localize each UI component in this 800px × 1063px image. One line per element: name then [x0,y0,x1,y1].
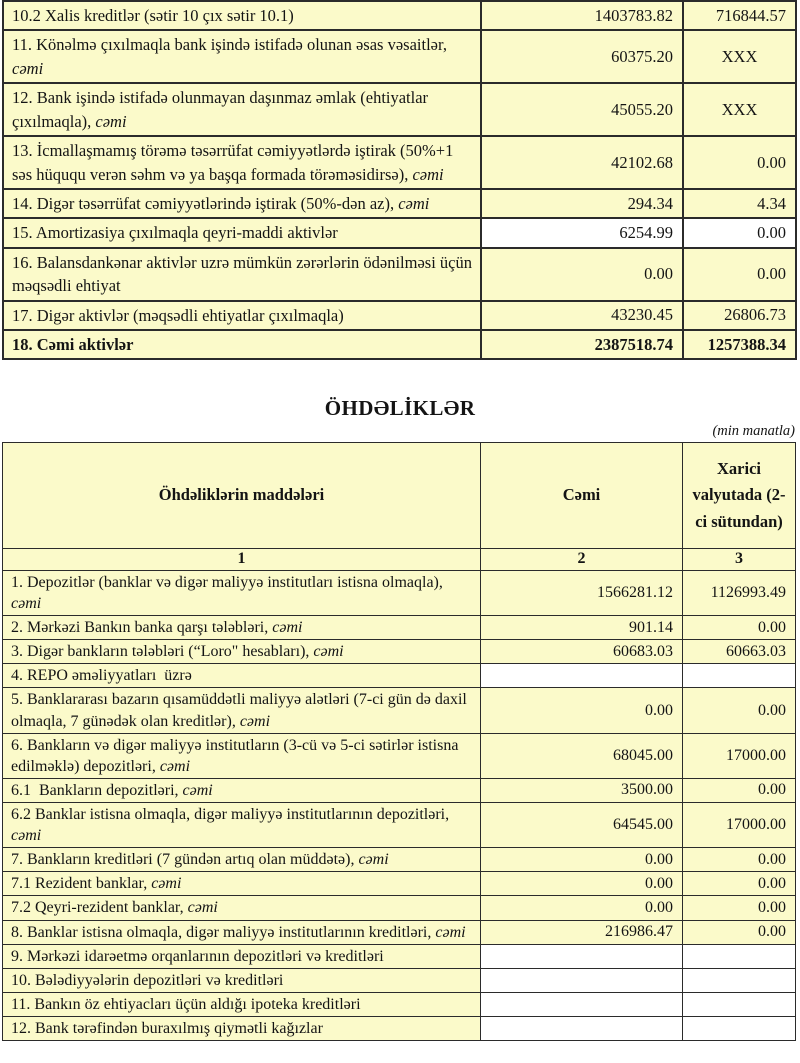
header-items-column: Öhdəliklərin maddələri [3,442,481,548]
row-label: 3. Digər bankların tələbləri (“Loro" hesabları), cəmi [3,640,481,664]
table-row [3,872,796,896]
foreign-currency-value-cell [683,664,796,688]
row-label: 6.2 Banklar istisna olmaqla, digər maliyyə institutlarının depozitləri, cəmi [3,802,481,847]
table-row [3,778,796,802]
foreign-currency-value-cell [683,1016,796,1040]
row-label: 11. Könəlmə çıxılmaqla bank işində istifadə olunan əsas vəsaitlər, cəmi [3,30,481,83]
total-value-cell: 42102.68 [481,136,683,189]
row-label-italic-suffix: cəmi [11,594,42,612]
table-row [3,968,796,992]
foreign-currency-value-cell: 17000.00 [683,802,796,847]
row-label: 12. Bank tərəfindən buraxılmış qiymətli kağızlar [3,1016,481,1040]
total-value-cell: 216986.47 [481,920,683,944]
table-row [3,1,796,30]
total-value-cell: 0.00 [481,896,683,920]
row-label-italic-suffix: cəmi [435,923,466,941]
total-value-cell: 3500.00 [481,778,683,802]
row-label-italic-suffix: cəmi [187,899,218,917]
total-value-cell: 0.00 [481,248,683,301]
table-row [3,733,796,778]
foreign-currency-value-cell: 0.00 [683,616,796,640]
row-label-italic-suffix: cəmi [272,619,303,637]
row-label: 7.2 Qeyri-rezident banklar, cəmi [3,896,481,920]
total-value-cell: 60375.20 [481,30,683,83]
liabilities-section-title: ÖHDƏLİKLƏR [324,396,476,421]
foreign-currency-value-cell: 0.00 [683,920,796,944]
row-label: 17. Digər aktivlər (məqsədli ehtiyatlar çıxılmaqla) [3,301,481,330]
foreign-currency-value-cell: 0.00 [683,688,796,733]
total-value-cell [481,992,683,1016]
total-value-cell: 0.00 [481,688,683,733]
table-row [3,688,796,733]
row-label: 7. Bankların kreditləri (7 gündən artıq olan müddətə), cəmi [3,848,481,872]
liabilities-table [2,442,796,1041]
foreign-currency-value-cell: 0.00 [683,218,796,247]
foreign-currency-value-cell [683,992,796,1016]
table-row [3,992,796,1016]
row-label-italic-suffix: cəmi [358,851,389,869]
row-label: 2. Mərkəzi Bankın banka qarşı tələbləri, cəmi [3,616,481,640]
total-value-cell: 68045.00 [481,733,683,778]
column-number-3: 3 [683,548,796,570]
row-label-italic-suffix: cəmi [11,827,42,845]
row-label-italic-suffix: cəmi [313,643,344,661]
table-row [3,920,796,944]
total-value-cell [481,1016,683,1040]
foreign-currency-value-cell [683,944,796,968]
total-value-cell [481,968,683,992]
total-value-cell: 6254.99 [481,218,683,247]
foreign-currency-value-cell: 26806.73 [683,301,796,330]
row-label: 6.1 Bankların depozitləri, cəmi [3,778,481,802]
row-label: 13. İcmallaşmamış törəmə təsərrüfat cəmiyyətlərdə iştirak (50%+1 səs hüququ verən səhm və ya başqa formada törəməsidirsə), cəmi [3,136,481,189]
total-value-cell: 901.14 [481,616,683,640]
table-row [3,896,796,920]
total-value-cell [481,664,683,688]
total-value-cell: 45055.20 [481,83,683,136]
foreign-currency-value-cell: 716844.57 [683,1,796,30]
table-row [3,189,796,218]
column-number-row [3,548,796,570]
row-label: 8. Banklar istisna olmaqla, digər maliyyə institutlarının kreditləri, cəmi [3,920,481,944]
header-foreign-currency-column: Xarici valyutada (2-ci sütundan) [683,442,796,548]
table-row [3,802,796,847]
row-label: 7.1 Rezident banklar, cəmi [3,872,481,896]
row-label: 9. Mərkəzi idarəetmə orqanlarının depozitləri və kreditləri [3,944,481,968]
table-header-row [3,442,796,548]
total-value-cell: 1566281.12 [481,570,683,615]
header-total-column: Cəmi [481,442,683,548]
foreign-currency-value-cell: 1257388.34 [683,330,796,359]
row-label-italic-suffix: cəmi [412,164,444,184]
total-value-cell: 0.00 [481,872,683,896]
table-row [3,136,796,189]
row-label: 1. Depozitlər (banklar və digər maliyyə institutları istisna olmaqla), cəmi [3,570,481,615]
row-label-italic-suffix: cəmi [151,875,182,893]
table-row [3,301,796,330]
foreign-currency-value-cell: XXX [683,30,796,83]
row-label: 4. REPO əməliyyatları üzrə [3,664,481,688]
row-label-italic-suffix: cəmi [12,58,44,78]
table-row [3,570,796,615]
row-label-italic-suffix: cəmi [239,712,271,730]
table-row [3,848,796,872]
total-value-cell: 64545.00 [481,802,683,847]
table-row [3,248,796,301]
table-row [3,83,796,136]
table-row [3,218,796,247]
total-value-cell: 2387518.74 [481,330,683,359]
row-label: 18. Cəmi aktivlər [3,330,481,359]
table-row [3,30,796,83]
total-value-cell: 1403783.82 [481,1,683,30]
foreign-currency-value-cell: 0.00 [683,896,796,920]
foreign-currency-value-cell: 0.00 [683,848,796,872]
row-label-italic-suffix: cəmi [398,193,430,213]
foreign-currency-value-cell: 4.34 [683,189,796,218]
row-label: 12. Bank işində istifadə olunmayan daşınmaz əmlak (ehtiyatlar çıxılmaqla), cəmi [3,83,481,136]
row-label: 16. Balansdankənar aktivlər uzrə mümkün zərərlərin ödənilməsi üçün məqsədli ehtiyat [3,248,481,301]
row-label: 10. Bələdiyyələrin depozitləri və kreditləri [3,968,481,992]
table-row [3,944,796,968]
row-label: 10.2 Xalis kreditlər (sətir 10 çıx sətir 10.1) [3,1,481,30]
total-value-cell [481,944,683,968]
foreign-currency-value-cell: 0.00 [683,136,796,189]
assets-table [2,0,797,360]
table-row [3,1016,796,1040]
row-label-italic-suffix: cəmi [159,757,191,775]
table-row [3,616,796,640]
total-value-cell: 43230.45 [481,301,683,330]
row-label: 14. Digər təsərrüfat cəmiyyətlərində iştirak (50%-dən az), cəmi [3,189,481,218]
total-value-cell: 294.34 [481,189,683,218]
foreign-currency-value-cell: 17000.00 [683,733,796,778]
table-row [3,664,796,688]
table-row [3,640,796,664]
foreign-currency-value-cell [683,968,796,992]
column-number-1: 1 [3,548,481,570]
row-label: 15. Amortizasiya çıxılmaqla qeyri-maddi aktivlər [3,218,481,247]
unit-note: (min manatla) [712,423,795,440]
total-value-cell: 60683.03 [481,640,683,664]
foreign-currency-value-cell: 60663.03 [683,640,796,664]
foreign-currency-value-cell: 1126993.49 [683,570,796,615]
row-label-italic-suffix: cəmi [182,781,213,799]
foreign-currency-value-cell: 0.00 [683,778,796,802]
foreign-currency-value-cell: 0.00 [683,872,796,896]
row-label: 11. Bankın öz ehtiyacları üçün aldığı ipoteka kreditləri [3,992,481,1016]
total-value-cell: 0.00 [481,848,683,872]
column-number-2: 2 [481,548,683,570]
row-label: 5. Banklararası bazarın qısamüddətli maliyyə alətləri (7-ci gün də daxil olmaqla, 7 günədək olan kreditlər), cəmi [3,688,481,733]
foreign-currency-value-cell: XXX [683,83,796,136]
table-row [3,330,796,359]
foreign-currency-value-cell: 0.00 [683,248,796,301]
row-label: 6. Bankların və digər maliyyə institutların (3-cü və 5-ci sətirlər istisna edilməklə) depozitləri, cəmi [3,733,481,778]
row-label-italic-suffix: cəmi [95,111,127,131]
